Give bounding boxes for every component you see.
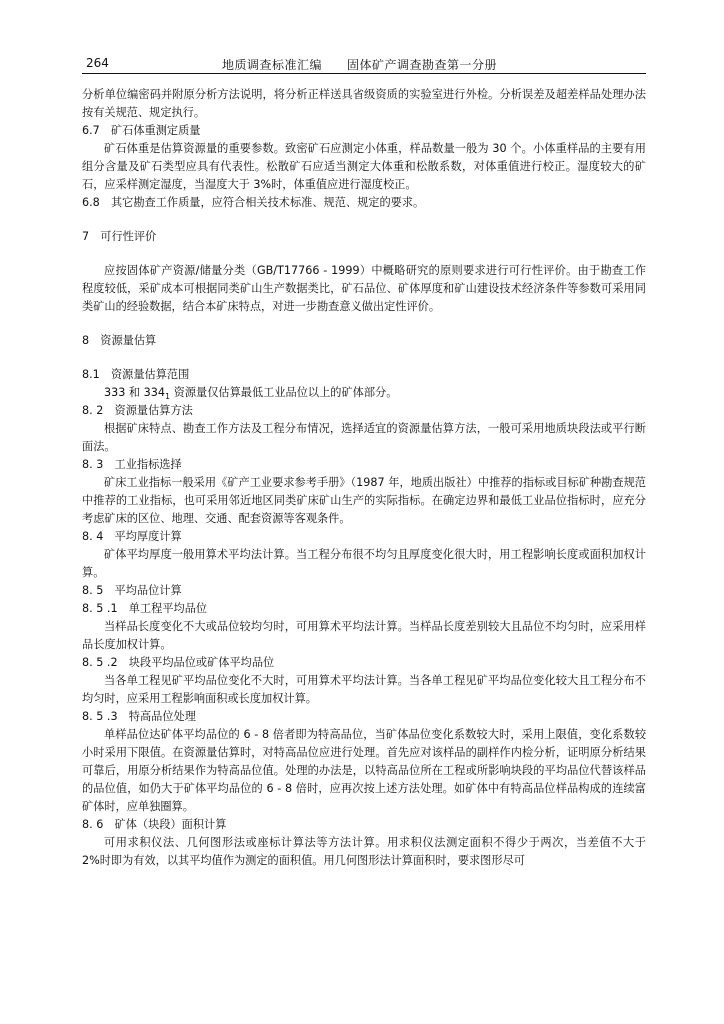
subsection-heading: 8. 5 .3 特高品位处理 (82, 710, 196, 723)
paragraph: 矿体平均厚度一般用算术平均法计算。当工程分布很不均匀且厚度变化很大时，用工程影响长度或面积加权计算。 (82, 548, 646, 579)
paragraph: 当各单工程见矿平均品位变化不大时，可用算术平均法计算。当各单工程见矿平均品位变化较大且工程分布不均匀时，应采用工程影响面积或长度加权计算。 (82, 674, 646, 705)
paragraph: 当样品长度变化不大或品位较均匀时，可用算术平均法计算。当样品长度差别较大且品位不均匀时，应采用样品长度加权计算。 (82, 620, 646, 651)
paragraph: 可用求积仪法、几何图形法或座标计算法等方法计算。用求积仪法测定面积不得少于两次，当差值不大于 2%时即为有效，以其平均值作为测定的面积值。用几何图形法计算面积时，要求图形尽可 (82, 836, 658, 867)
document-body (82, 86, 658, 870)
subsection-heading: 8. 5 .1 单工程平均品位 (82, 602, 208, 615)
subsection-heading: 8. 6 矿体（块段）面积计算 (82, 818, 227, 831)
subsection-heading: 6.7 矿石体重测定质量 (82, 124, 201, 137)
subsection-heading: 8. 5 平均品位计算 (82, 584, 182, 597)
subsection-heading: 8. 2 资源量估算方法 (82, 404, 193, 417)
subsection-heading: 8.1 资源量估算范围 (82, 368, 190, 381)
subscript: 1 (165, 392, 171, 402)
paragraph: 分析单位编密码并附原分析方法说明，将分析正样送具省级资质的实验室进行外检。分析误差及超差样品处理办法按有关规范、规定执行。 (82, 88, 646, 119)
page-header (86, 56, 646, 72)
paragraph: 单样品位达矿体平均品位的 6 - 8 倍者即为特高品位，当矿体品位变化系数较大时，采用上限值，变化系数较小时采用下限值。在资源量估算时，对特高品位应进行处理。首先应对该样品的副样作内检分析，证明原分析结果可靠后，用原分析结果作为特高品位值。处理的办法是，以特高品位所在工程或所影响块段的平均品位代替该样品的品位值，如仍大于矿体平均品位的 6 - 8 倍时，应再次按上述方法处理。如矿体中有特高品位样品构成的连续富矿体时，应单独圈算。 (82, 728, 646, 813)
subsection-heading: 8. 3 工业指标选择 (82, 458, 182, 471)
paragraph: 应按固体矿产资源/储量分类（GB/T17766 - 1999）中概略研究的原则要求进行可行性评价。由于勘查工作程度较低，采矿成本可根据同类矿山生产数据类比，矿石品位、矿体厚度和矿山建设技术经济条件等参数可采用同类矿山的经验数据，结合本矿床特点，对进一步勘查意义做出定性评价。 (82, 264, 646, 313)
paragraph (82, 384, 646, 402)
text-run: 资源量仅估算最低工业品位以上的矿体部分。 (170, 386, 398, 399)
paragraph: 矿床工业指标一般采用《矿产工业要求参考手册》（1987 年，地质出版社）中推荐的指标或目标矿种勘查规范中推荐的工业指标，也可采用邻近地区同类矿床矿山生产的实际指标。在确定边界和最低工业品位指标时，应充分考虑矿床的区位、地理、交通、配套资源等客观条件。 (82, 476, 646, 525)
subsection-heading: 8. 4 平均厚度计算 (82, 530, 182, 543)
section-heading: 7 可行性评价 (82, 230, 157, 243)
paragraph: 根据矿床特点、勘查工作方法及工程分布情况，选择适宜的资源量估算方法，一般可采用地质块段法或平行断面法。 (82, 422, 646, 453)
header-rule (82, 73, 646, 74)
running-title: 地质调查标准汇编 固体矿产调查勘查第一分册 (222, 58, 498, 72)
subsection-heading: 8. 5 .2 块段平均品位或矿体平均品位 (82, 656, 275, 669)
subsection-heading: 6.8 其它勘查工作质量，应符合相关技术标准、规范、规定的要求。 (82, 196, 425, 209)
paragraph: 矿石体重是估算资源量的重要参数。致密矿石应测定小体重，样品数量一般为 30 个。小体重样品的主要有用组分含量及矿石类型应具有代表性。松散矿石应适当测定大体重和松散系数，对体重值进行校正。湿度较大的矿石，应采样测定湿度，当湿度大于 3%时，体重值应进行湿度校正。 (82, 142, 646, 191)
page-number: 264 (86, 56, 109, 70)
section-heading: 8 资源量估算 (82, 334, 157, 347)
text-run: 333 和 334 (104, 386, 166, 399)
